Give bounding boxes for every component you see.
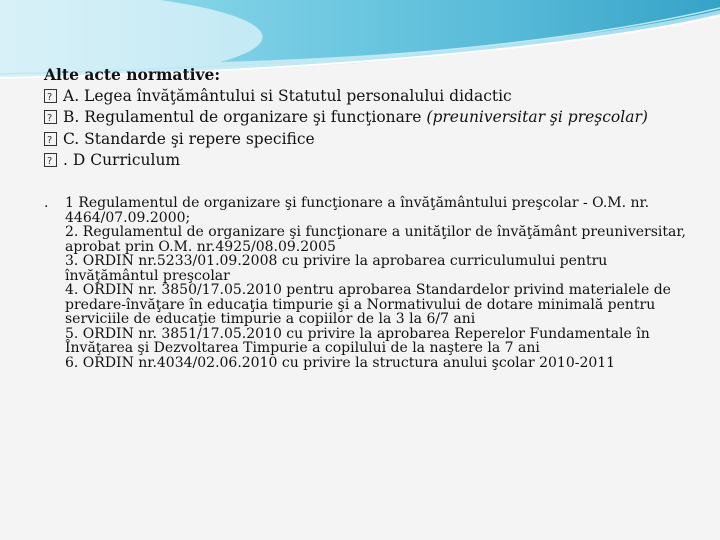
missing-glyph-icon <box>44 110 57 124</box>
regulation-item: 6. ORDIN nr.4034/02.06.2010 cu privire la structura anului şcolar 2010-2011 <box>65 354 616 371</box>
regulation-item: 5. ORDIN nr. 3851/17.05.2010 cu privire la aprobarea Reperelor Fundamentale în Învăţarea şi Dezvoltarea Timpurie a copilului de la naştere la 7 ani <box>65 325 650 356</box>
item-text: C. Standarde şi repere specifice <box>63 129 315 148</box>
list-item <box>44 129 704 151</box>
section-title: Alte acte normative: <box>44 65 221 84</box>
regulations-list <box>44 196 694 370</box>
regulation-item: 2. Regulamentul de organizare şi funcţionare a unităţilor de învăţământ preuniversitar, aprobat prin O.M. nr.4925/08.09.2005 <box>65 224 686 255</box>
item-text: . D Curriculum <box>63 151 181 169</box>
missing-glyph-icon <box>44 89 57 103</box>
list-item <box>44 86 704 108</box>
missing-glyph-icon <box>44 153 57 167</box>
regulation-item: 1 Regulamentul de organizare şi funcţionare a învăţământului preşcolar - O.M. nr. 4464/07.09.2000; <box>65 195 650 226</box>
item-italic-text: (preuniversitar şi preşcolar) <box>426 108 648 126</box>
normative-acts-section <box>44 64 704 172</box>
missing-glyph-icon <box>44 132 57 146</box>
list-item <box>44 107 704 129</box>
list-item <box>44 150 704 172</box>
regulation-item: 3. ORDIN nr.5233/01.09.2008 cu privire la aprobarea curriculumului pentru învăţământul preşcolar <box>65 253 608 284</box>
item-text: A. Legea învăţământului si Statutul personalului didactic <box>63 86 512 105</box>
item-text: B. Regulamentul de organizare şi funcţionare <box>63 108 427 126</box>
list-bullet: . <box>44 195 49 211</box>
regulation-item: 4. ORDIN nr. 3850/17.05.2010 pentru aprobarea Standardelor privind materialele de predare-învăţare în educaţia timpurie şi a Normativului de dotare minimală pentru serviciile de educaţie timpurie a copiilor de la 3 la 6/7 ani <box>65 282 671 327</box>
